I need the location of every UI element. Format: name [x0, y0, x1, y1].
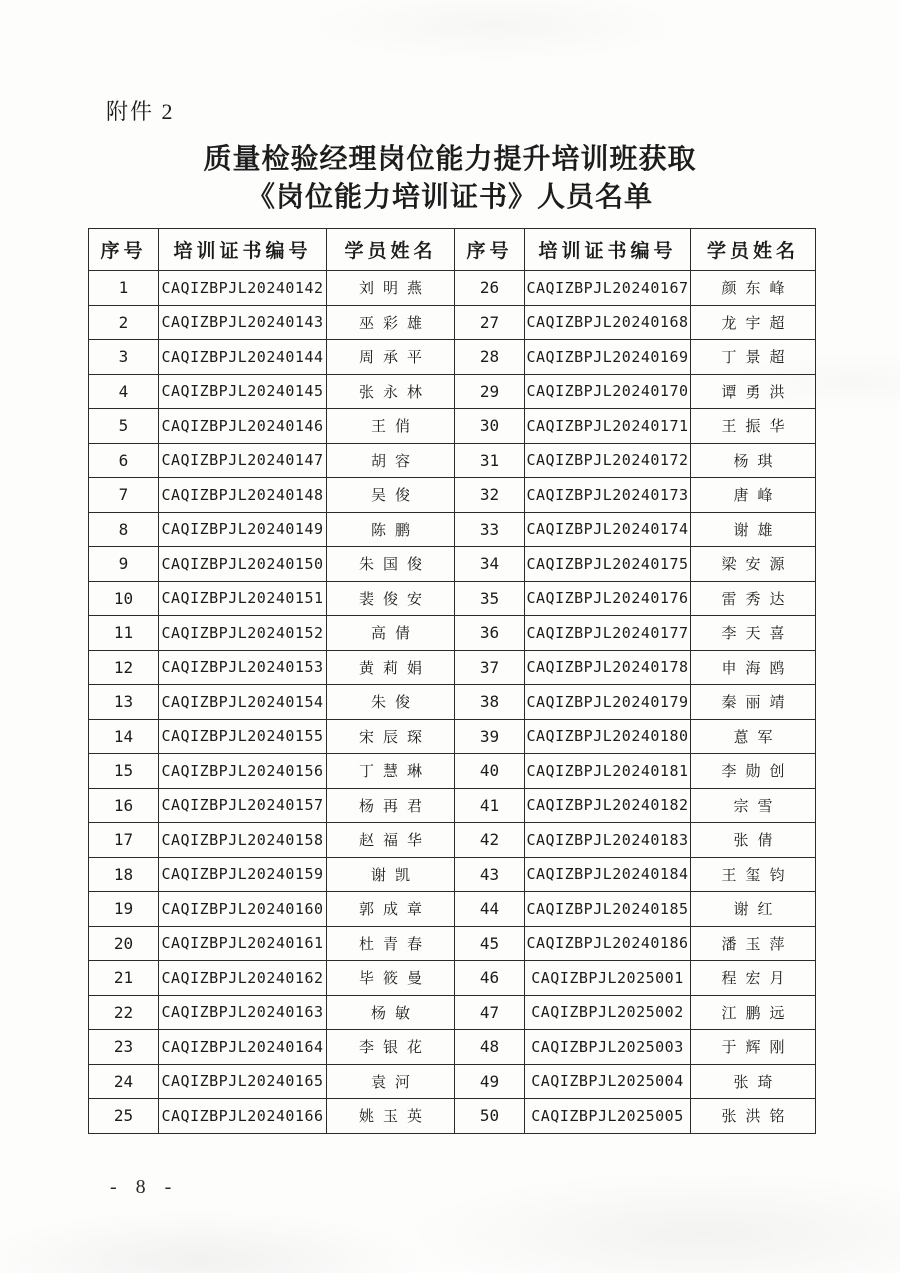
row-index-cell: 48: [455, 1030, 525, 1065]
certificate-number-cell: CAQIZBPJL20240152: [159, 616, 327, 651]
student-name-cell: 谢雄: [691, 512, 816, 547]
student-name-cell: 张琦: [691, 1064, 816, 1099]
certificate-number-cell: CAQIZBPJL20240172: [525, 443, 691, 478]
certificate-number-cell: CAQIZBPJL20240178: [525, 650, 691, 685]
certificate-number-cell: CAQIZBPJL20240181: [525, 754, 691, 789]
certificate-number-cell: CAQIZBPJL20240186: [525, 926, 691, 961]
roster-table-header: [89, 229, 816, 271]
row-index-cell: 27: [455, 305, 525, 340]
row-index-cell: 25: [89, 1099, 159, 1134]
certificate-number-cell: CAQIZBPJL20240166: [159, 1099, 327, 1134]
row-index-cell: 12: [89, 650, 159, 685]
row-index-cell: 1: [89, 271, 159, 306]
row-index-cell: 47: [455, 995, 525, 1030]
header-cert-left: 培训证书编号: [159, 229, 327, 271]
table-row: [89, 685, 816, 720]
row-index-cell: 19: [89, 892, 159, 927]
table-row: [89, 995, 816, 1030]
row-index-cell: 38: [455, 685, 525, 720]
student-name-cell: 巫彩雄: [327, 305, 455, 340]
certificate-number-cell: CAQIZBPJL20240159: [159, 857, 327, 892]
certificate-number-cell: CAQIZBPJL20240174: [525, 512, 691, 547]
certificate-number-cell: CAQIZBPJL20240147: [159, 443, 327, 478]
row-index-cell: 18: [89, 857, 159, 892]
certificate-number-cell: CAQIZBPJL20240177: [525, 616, 691, 651]
certificate-number-cell: CAQIZBPJL2025001: [525, 961, 691, 996]
student-name-cell: 申海鸥: [691, 650, 816, 685]
table-row: [89, 926, 816, 961]
student-name-cell: 杨再君: [327, 788, 455, 823]
certificate-number-cell: CAQIZBPJL20240151: [159, 581, 327, 616]
certificate-number-cell: CAQIZBPJL20240176: [525, 581, 691, 616]
student-name-cell: 张倩: [691, 823, 816, 858]
student-name-cell: 赵福华: [327, 823, 455, 858]
student-name-cell: 梁安源: [691, 547, 816, 582]
row-index-cell: 3: [89, 340, 159, 375]
student-name-cell: 姚玉英: [327, 1099, 455, 1134]
table-row: [89, 547, 816, 582]
certificate-number-cell: CAQIZBPJL20240160: [159, 892, 327, 927]
row-index-cell: 32: [455, 478, 525, 513]
student-name-cell: 谭勇洪: [691, 374, 816, 409]
table-row: [89, 616, 816, 651]
certificate-number-cell: CAQIZBPJL20240142: [159, 271, 327, 306]
certificate-number-cell: CAQIZBPJL20240162: [159, 961, 327, 996]
certificate-number-cell: CAQIZBPJL20240167: [525, 271, 691, 306]
certificate-number-cell: CAQIZBPJL20240169: [525, 340, 691, 375]
table-row: [89, 961, 816, 996]
student-name-cell: 胡容: [327, 443, 455, 478]
page-number: - 8 -: [110, 1176, 179, 1198]
header-index-right: 序号: [455, 229, 525, 271]
table-row: [89, 340, 816, 375]
table-row: [89, 409, 816, 444]
certificate-number-cell: CAQIZBPJL2025002: [525, 995, 691, 1030]
row-index-cell: 49: [455, 1064, 525, 1099]
row-index-cell: 44: [455, 892, 525, 927]
certificate-number-cell: CAQIZBPJL20240149: [159, 512, 327, 547]
student-name-cell: 裴俊安: [327, 581, 455, 616]
student-name-cell: 丁景超: [691, 340, 816, 375]
page-title: [0, 141, 900, 217]
row-index-cell: 35: [455, 581, 525, 616]
row-index-cell: 23: [89, 1030, 159, 1065]
certificate-number-cell: CAQIZBPJL2025003: [525, 1030, 691, 1065]
row-index-cell: 11: [89, 616, 159, 651]
certificate-number-cell: CAQIZBPJL20240170: [525, 374, 691, 409]
certificate-number-cell: CAQIZBPJL20240163: [159, 995, 327, 1030]
row-index-cell: 28: [455, 340, 525, 375]
student-name-cell: 蒠军: [691, 719, 816, 754]
header-name-left: 学员姓名: [327, 229, 455, 271]
row-index-cell: 22: [89, 995, 159, 1030]
student-name-cell: 吴俊: [327, 478, 455, 513]
page-title-line1: 质量检验经理岗位能力提升培训班获取: [203, 144, 697, 175]
student-name-cell: 周承平: [327, 340, 455, 375]
table-row: [89, 374, 816, 409]
student-name-cell: 高倩: [327, 616, 455, 651]
table-row: [89, 788, 816, 823]
certificate-number-cell: CAQIZBPJL20240164: [159, 1030, 327, 1065]
row-index-cell: 14: [89, 719, 159, 754]
certificate-number-cell: CAQIZBPJL20240158: [159, 823, 327, 858]
row-index-cell: 10: [89, 581, 159, 616]
row-index-cell: 31: [455, 443, 525, 478]
certificate-number-cell: CAQIZBPJL20240175: [525, 547, 691, 582]
table-row: [89, 719, 816, 754]
row-index-cell: 50: [455, 1099, 525, 1134]
certificate-number-cell: CAQIZBPJL20240165: [159, 1064, 327, 1099]
certificate-number-cell: CAQIZBPJL20240161: [159, 926, 327, 961]
row-index-cell: 36: [455, 616, 525, 651]
student-name-cell: 丁慧琳: [327, 754, 455, 789]
certificate-number-cell: CAQIZBPJL2025005: [525, 1099, 691, 1134]
header-index-left: 序号: [89, 229, 159, 271]
student-name-cell: 朱国俊: [327, 547, 455, 582]
student-name-cell: 程宏月: [691, 961, 816, 996]
row-index-cell: 45: [455, 926, 525, 961]
certificate-number-cell: CAQIZBPJL20240154: [159, 685, 327, 720]
table-row: [89, 581, 816, 616]
table-row: [89, 857, 816, 892]
header-cert-right: 培训证书编号: [525, 229, 691, 271]
certificate-number-cell: CAQIZBPJL20240144: [159, 340, 327, 375]
certificate-number-cell: CAQIZBPJL2025004: [525, 1064, 691, 1099]
certificate-number-cell: CAQIZBPJL20240148: [159, 478, 327, 513]
row-index-cell: 8: [89, 512, 159, 547]
student-name-cell: 杨敏: [327, 995, 455, 1030]
certificate-number-cell: CAQIZBPJL20240150: [159, 547, 327, 582]
row-index-cell: 40: [455, 754, 525, 789]
student-name-cell: 龙宇超: [691, 305, 816, 340]
header-name-right: 学员姓名: [691, 229, 816, 271]
student-name-cell: 江鹏远: [691, 995, 816, 1030]
table-row: [89, 754, 816, 789]
roster-table: [88, 228, 816, 1134]
student-name-cell: 毕筱曼: [327, 961, 455, 996]
table-row: [89, 478, 816, 513]
row-index-cell: 2: [89, 305, 159, 340]
student-name-cell: 宋辰琛: [327, 719, 455, 754]
student-name-cell: 潘玉萍: [691, 926, 816, 961]
certificate-number-cell: CAQIZBPJL20240185: [525, 892, 691, 927]
student-name-cell: 袁河: [327, 1064, 455, 1099]
row-index-cell: 41: [455, 788, 525, 823]
attachment-label: 附件 2: [106, 99, 175, 124]
row-index-cell: 7: [89, 478, 159, 513]
table-row: [89, 305, 816, 340]
student-name-cell: 谢红: [691, 892, 816, 927]
row-index-cell: 6: [89, 443, 159, 478]
row-index-cell: 5: [89, 409, 159, 444]
student-name-cell: 王俏: [327, 409, 455, 444]
certificate-number-cell: CAQIZBPJL20240153: [159, 650, 327, 685]
row-index-cell: 26: [455, 271, 525, 306]
table-row: [89, 1030, 816, 1065]
table-row: [89, 512, 816, 547]
row-index-cell: 17: [89, 823, 159, 858]
student-name-cell: 郭成章: [327, 892, 455, 927]
certificate-number-cell: CAQIZBPJL20240184: [525, 857, 691, 892]
row-index-cell: 15: [89, 754, 159, 789]
row-index-cell: 20: [89, 926, 159, 961]
student-name-cell: 朱俊: [327, 685, 455, 720]
certificate-number-cell: CAQIZBPJL20240143: [159, 305, 327, 340]
certificate-number-cell: CAQIZBPJL20240157: [159, 788, 327, 823]
student-name-cell: 谢凯: [327, 857, 455, 892]
table-row: [89, 443, 816, 478]
row-index-cell: 29: [455, 374, 525, 409]
student-name-cell: 秦丽靖: [691, 685, 816, 720]
student-name-cell: 杜青春: [327, 926, 455, 961]
row-index-cell: 9: [89, 547, 159, 582]
student-name-cell: 张永林: [327, 374, 455, 409]
row-index-cell: 34: [455, 547, 525, 582]
certificate-number-cell: CAQIZBPJL20240182: [525, 788, 691, 823]
student-name-cell: 唐峰: [691, 478, 816, 513]
student-name-cell: 张洪铭: [691, 1099, 816, 1134]
row-index-cell: 39: [455, 719, 525, 754]
student-name-cell: 杨琪: [691, 443, 816, 478]
row-index-cell: 16: [89, 788, 159, 823]
student-name-cell: 刘明燕: [327, 271, 455, 306]
student-name-cell: 李勋创: [691, 754, 816, 789]
row-index-cell: 46: [455, 961, 525, 996]
table-row: [89, 892, 816, 927]
roster-table-body: [89, 271, 816, 1134]
row-index-cell: 42: [455, 823, 525, 858]
table-row: [89, 271, 816, 306]
student-name-cell: 李天喜: [691, 616, 816, 651]
header-row: [89, 229, 816, 271]
student-name-cell: 王振华: [691, 409, 816, 444]
row-index-cell: 43: [455, 857, 525, 892]
student-name-cell: 李银花: [327, 1030, 455, 1065]
student-name-cell: 于辉刚: [691, 1030, 816, 1065]
table-row: [89, 1099, 816, 1134]
student-name-cell: 陈鹏: [327, 512, 455, 547]
student-name-cell: 王玺钧: [691, 857, 816, 892]
student-name-cell: 黄莉娟: [327, 650, 455, 685]
certificate-number-cell: CAQIZBPJL20240183: [525, 823, 691, 858]
row-index-cell: 21: [89, 961, 159, 996]
certificate-number-cell: CAQIZBPJL20240156: [159, 754, 327, 789]
row-index-cell: 24: [89, 1064, 159, 1099]
certificate-number-cell: CAQIZBPJL20240145: [159, 374, 327, 409]
certificate-number-cell: CAQIZBPJL20240168: [525, 305, 691, 340]
page-title-line2: 《岗位能力培训证书》人员名单: [246, 182, 653, 213]
row-index-cell: 13: [89, 685, 159, 720]
table-row: [89, 1064, 816, 1099]
table-row: [89, 650, 816, 685]
certificate-number-cell: CAQIZBPJL20240171: [525, 409, 691, 444]
row-index-cell: 37: [455, 650, 525, 685]
table-row: [89, 823, 816, 858]
row-index-cell: 30: [455, 409, 525, 444]
certificate-number-cell: CAQIZBPJL20240180: [525, 719, 691, 754]
student-name-cell: 雷秀达: [691, 581, 816, 616]
certificate-number-cell: CAQIZBPJL20240146: [159, 409, 327, 444]
row-index-cell: 4: [89, 374, 159, 409]
certificate-number-cell: CAQIZBPJL20240179: [525, 685, 691, 720]
certificate-number-cell: CAQIZBPJL20240173: [525, 478, 691, 513]
certificate-number-cell: CAQIZBPJL20240155: [159, 719, 327, 754]
row-index-cell: 33: [455, 512, 525, 547]
student-name-cell: 颜东峰: [691, 271, 816, 306]
student-name-cell: 宗雪: [691, 788, 816, 823]
